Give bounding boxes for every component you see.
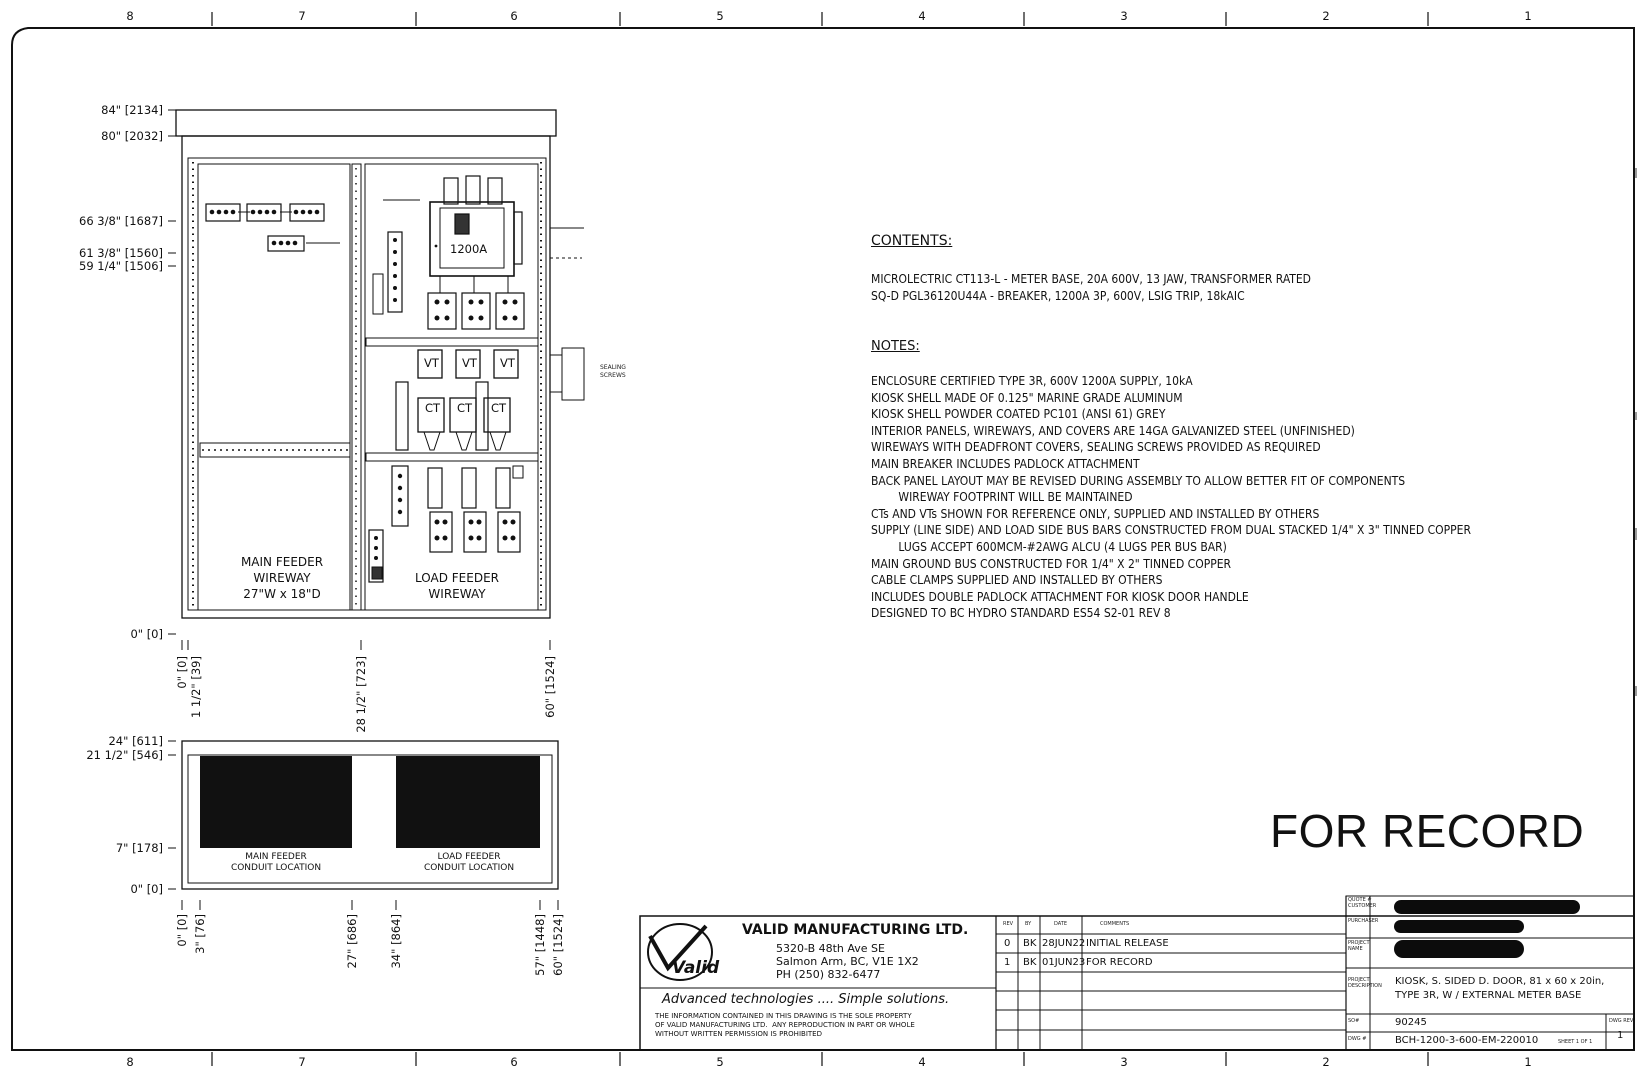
zone-label-bottom: 4 (918, 1055, 926, 1069)
plan-y-dim: 7" [178] (115, 841, 163, 855)
svg-text:CT: CT (491, 401, 507, 415)
rev-0-by: BK (1023, 938, 1037, 949)
note-item: KIOSK SHELL POWDER COATED PC101 (ANSI 61) GREY (871, 407, 1166, 422)
note-item: KIOSK SHELL MADE OF 0.125" MARINE GRADE ALUMINUM (871, 390, 1183, 405)
load-conduit-area (396, 756, 540, 848)
plan-x-dim: 60" [1524] (551, 914, 565, 976)
plan-x-dim: 3" [76] (193, 914, 207, 954)
rev-0-number: 0 (1004, 938, 1011, 949)
label-purchaser: PURCHASER (1348, 918, 1379, 924)
main-feeder-wireway (198, 164, 350, 610)
elevation-x-dim: 60" [1524] (543, 656, 557, 718)
rev-header-rev: REV (1003, 921, 1014, 927)
note-item: INCLUDES DOUBLE PADLOCK ATTACHMENT FOR KIOSK DOOR HANDLE (871, 589, 1249, 604)
sheet-number: SHEET 1 OF 1 (1558, 1039, 1593, 1045)
plan-y-dim: 24" [611] (108, 734, 163, 748)
elevation-y-dim: 61 3/8" [1560] (79, 246, 163, 260)
plan-x-dim: 57" [1448] (533, 914, 547, 976)
elevation-x-dim: 0" [0] (175, 656, 189, 689)
note-item: DESIGNED TO BC HYDRO STANDARD ES54 S2-01 REV 8 (871, 606, 1171, 621)
zone-label-top: 2 (1322, 9, 1330, 23)
redacted-purchaser (1394, 920, 1524, 933)
note-item: LUGS ACCEPT 600MCM-#2AWG ALCU (4 LUGS PER BUS BAR) (871, 539, 1227, 554)
note-item: MAIN GROUND BUS CONSTRUCTED FOR 1/4" X 2" TINNED COPPER (871, 556, 1232, 571)
zone-labels-top (126, 9, 1531, 23)
zone-label-bottom: 3 (1120, 1055, 1128, 1069)
plan-x-dim: 34" [864] (389, 914, 403, 969)
elevation-y-dim: 0" [0] (130, 627, 163, 641)
sealing-screws-note: SEALING SCREWS (600, 364, 626, 379)
elevation-view (176, 110, 584, 618)
svg-text:VT: VT (462, 356, 477, 370)
label-project-description: PROJECT DESCRIPTION (1348, 977, 1382, 989)
plan-x-dims (175, 914, 565, 976)
zone-label-bottom: 5 (716, 1055, 724, 1069)
svg-text:CT: CT (425, 401, 441, 415)
interior-frame (188, 158, 546, 610)
note-item: MAIN BREAKER INCLUDES PADLOCK ATTACHMENT (871, 456, 1140, 471)
elevation-y-dim: 66 3/8" [1687] (79, 214, 163, 228)
plan-x-dim: 0" [0] (175, 914, 189, 947)
svg-text:VT: VT (500, 356, 515, 370)
note-item: INTERIOR PANELS, WIREWAYS, AND COVERS ARE 14GA GALVANIZED STEEL (UNFINISHED) (871, 423, 1355, 438)
notes-list (871, 373, 1471, 622)
ct-labels (425, 401, 507, 415)
svg-text:CT: CT (457, 401, 473, 415)
disclaimer: THE INFORMATION CONTAINED IN THIS DRAWING IS THE SOLE PROPERTY OF VALID MANUFACTURING LTD. ANY REPRODUCTION IN PART OR WHOLE WITHOUT WRITTEN PERMISSION IS PROHIBITED (655, 1012, 915, 1038)
breaker-rating: 1200A (450, 242, 488, 256)
elevation-y-dim: 59 1/4" [1506] (79, 259, 163, 273)
label-dwg-number: DWG # (1348, 1036, 1367, 1042)
plan-y-dim: 21 1/2" [546] (86, 748, 163, 762)
load-conduit-label: LOAD FEEDER CONDUIT LOCATION (423, 852, 515, 873)
label-quote-customer: QUOTE # CUSTOMER (1348, 897, 1377, 909)
note-item: WIREWAYS WITH DEADFRONT COVERS, SEALING SCREWS PROVIDED AS REQUIRED (871, 440, 1321, 455)
contents-item: SQ-D PGL36120U44A - BREAKER, 1200A 3P, 600V, LSIG TRIP, 18kAIC (871, 288, 1245, 303)
note-item: CTs AND VTs SHOWN FOR REFERENCE ONLY, SUPPLIED AND INSTALLED BY OTHERS (871, 506, 1320, 521)
roof-cap (176, 110, 556, 136)
plan-y-dims (86, 734, 163, 896)
zone-label-top: 7 (298, 9, 306, 23)
dwg-rev-label: DWG REV (1609, 1018, 1634, 1024)
redacted-customer (1394, 900, 1580, 914)
vt-labels (424, 356, 516, 370)
svg-text:VT: VT (424, 356, 439, 370)
svg-text:Valid: Valid (672, 958, 720, 978)
elevation-y-dim: 80" [2032] (101, 129, 163, 143)
so-number: 90245 (1395, 1017, 1427, 1028)
for-record-stamp: FOR RECORD (1270, 805, 1585, 857)
main-breaker (430, 202, 514, 276)
plan-x-dim: 27" [686] (345, 914, 359, 969)
main-conduit-area (200, 756, 352, 848)
plan-y-dim: 0" [0] (130, 882, 163, 896)
zone-labels-bottom (126, 1055, 1531, 1069)
zone-label-top: 1 (1524, 9, 1532, 23)
zone-label-bottom: 1 (1524, 1055, 1532, 1069)
contents-item: MICROLECTRIC CT113-L - METER BASE, 20A 600V, 13 JAW, TRANSFORMER RATED (871, 272, 1311, 286)
rev-1-comment: FOR RECORD (1086, 957, 1153, 968)
main-feeder-label: MAIN FEEDER WIREWAY 27"W x 18"D (240, 555, 324, 601)
rev-1-by: BK (1023, 957, 1037, 968)
main-conduit-label: MAIN FEEDER CONDUIT LOCATION (230, 852, 322, 873)
contents-list (871, 271, 1311, 304)
project-description: KIOSK, S. SIDED D. DOOR, 81 x 60 x 20in, TYPE 3R, W / EXTERNAL METER BASE (1395, 976, 1605, 1001)
label-so-number: SO# (1348, 1018, 1360, 1024)
elevation-x-dims (175, 656, 557, 733)
elevation-y-dim: 84" [2134] (101, 103, 163, 117)
zone-label-top: 4 (918, 9, 926, 23)
rev-header-date: DATE (1054, 921, 1068, 927)
elevation-x-dim: 1 1/2" [39] (189, 656, 203, 719)
zone-label-bottom: 6 (510, 1055, 518, 1069)
note-item: WIREWAY FOOTPRINT WILL BE MAINTAINED (871, 490, 1133, 505)
zone-label-bottom: 2 (1322, 1055, 1330, 1069)
rev-1-number: 1 (1004, 957, 1011, 968)
zone-label-top: 5 (716, 9, 724, 23)
redacted-project-name (1394, 940, 1524, 958)
load-feeder-label: LOAD FEEDER WIREWAY (415, 571, 499, 601)
zone-label-bottom: 8 (126, 1055, 134, 1069)
rev-header-by: BY (1025, 921, 1032, 927)
dwg-rev-value: 1 (1617, 1030, 1624, 1041)
rev-1-date: 01JUN23 (1042, 957, 1086, 968)
valid-logo (648, 924, 720, 980)
zone-label-bottom: 7 (298, 1055, 306, 1069)
zone-label-top: 8 (126, 9, 134, 23)
zone-label-top: 6 (510, 9, 518, 23)
rev-0-date: 28JUN22 (1042, 938, 1086, 949)
dwg-number: BCH-1200-3-600-EM-220010 (1395, 1035, 1539, 1046)
elevation-y-dims (79, 103, 163, 641)
rev-header-comments: COMMENTS (1100, 921, 1130, 927)
elevation-x-dim: 28 1/2" [723] (354, 656, 368, 733)
notes-title: NOTES: (871, 339, 920, 354)
rev-0-comment: INITIAL RELEASE (1086, 938, 1169, 949)
note-item: ENCLOSURE CERTIFIED TYPE 3R, 600V 1200A SUPPLY, 10kA (871, 374, 1193, 388)
company-name: VALID MANUFACTURING LTD. (742, 922, 969, 938)
zone-label-top: 3 (1120, 9, 1128, 23)
company-address: 5320-B 48th Ave SE Salmon Arm, BC, V1E 1X2 PH (250) 832-6477 (776, 942, 919, 981)
note-item: CABLE CLAMPS SUPPLIED AND INSTALLED BY OTHERS (871, 573, 1163, 588)
company-tagline: Advanced technologies .... Simple solutions. (662, 992, 950, 1007)
note-item: BACK PANEL LAYOUT MAY BE REVISED DURING ASSEMBLY TO ALLOW BETTER FIT OF COMPONENTS (871, 473, 1406, 488)
note-item: SUPPLY (LINE SIDE) AND LOAD SIDE BUS BARS CONSTRUCTED FROM DUAL STACKED 1/4" X 3" TINNED COPPER (871, 523, 1471, 538)
label-project-name: PROJECT NAME (1348, 940, 1370, 952)
contents-title: CONTENTS: (871, 233, 953, 249)
